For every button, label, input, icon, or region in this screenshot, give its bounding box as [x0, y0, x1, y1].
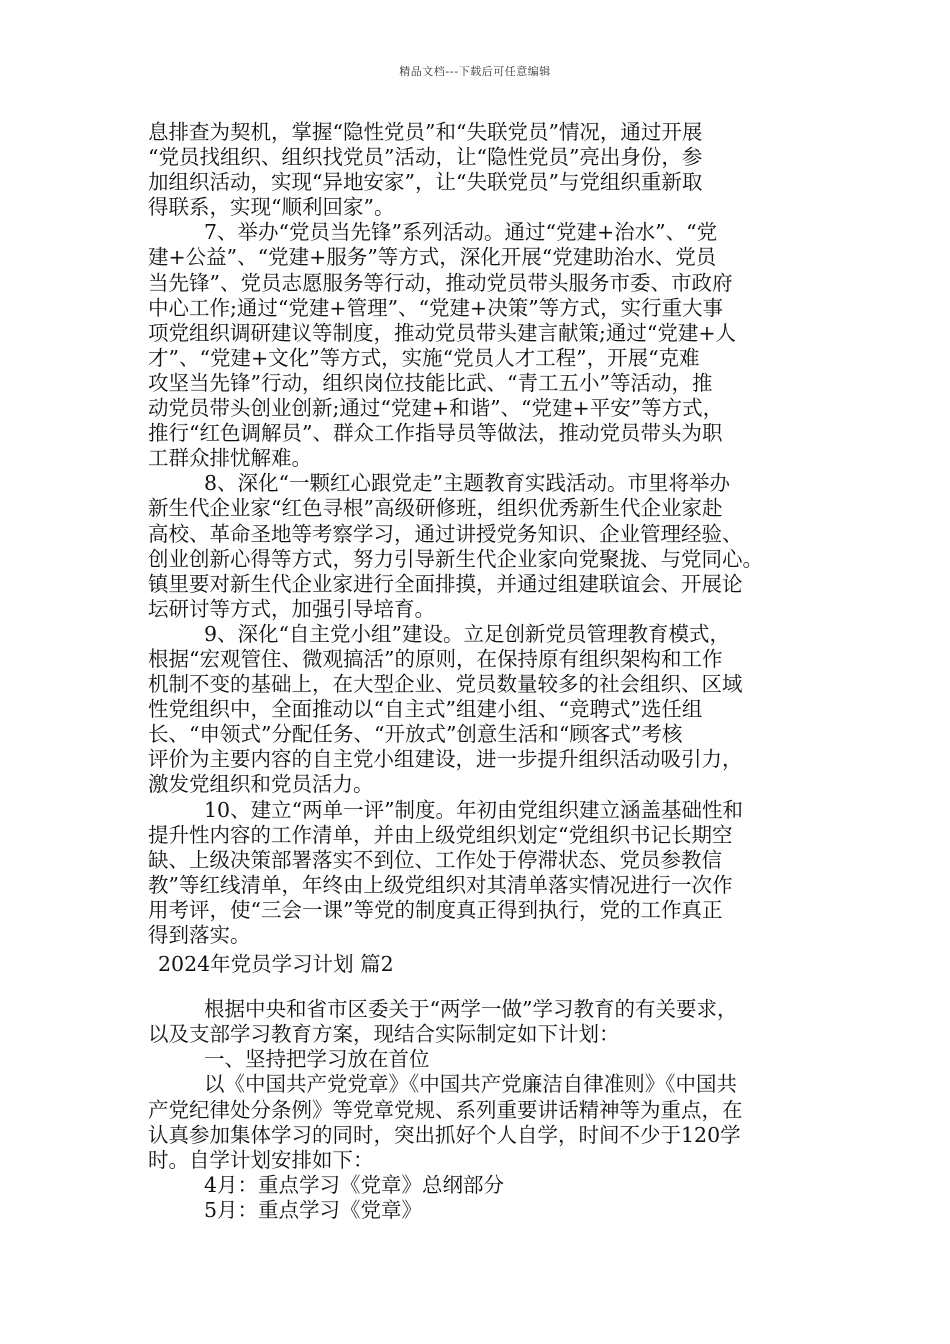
- text-line: 机制不变的基础上，在大型企业、党员数量较多的社会组织、区域: [148, 672, 743, 697]
- text-line: 认真参加集体学习的同时，突出抓好个人自学，时间不少于120学: [148, 1122, 741, 1147]
- text-line: 中心工作;通过“党建+管理”、“党建+决策”等方式，实行重大事: [148, 295, 724, 320]
- text-line: 高校、革命圣地等考察学习，通过讲授党务知识、企业管理经验、: [148, 521, 743, 546]
- text-line: 10、建立“两单一评”制度。年初由党组织建立涵盖基础性和: [204, 797, 744, 822]
- text-line: 8、深化“一颗红心跟党走”主题教育实践活动。市里将举办: [204, 471, 731, 496]
- text-line: “党员找组织、组织找党员”活动，让“隐性党员”亮出身份，参: [148, 145, 703, 170]
- text-line: 提升性内容的工作清单，并由上级党组织划定“党组织书记长期空: [148, 822, 733, 847]
- text-line: 推行“红色调解员”、群众工作指导员等做法，推动党员带头为职: [148, 421, 723, 446]
- text-line: 攻坚当先锋”行动，组织岗位技能比武、“青工五小”等活动，推: [148, 370, 713, 395]
- text-line: 才”、“党建+文化”等方式，实施“党员人才工程”，开展“克难: [148, 345, 700, 370]
- text-line: 得到落实。: [148, 923, 251, 947]
- paragraph: [148, 471, 816, 622]
- text-line: 得联系，实现“顺利回家”。: [148, 195, 395, 220]
- text-line: 性党组织中，全面推动以“自主式”组建小组、“竞聘式”选任组: [148, 697, 703, 722]
- text-line: 根据中央和省市区委关于“两学一做”学习教育的有关要求，: [204, 997, 738, 1022]
- text-line: 9、深化“自主党小组”建设。立足创新党员管理教育模式，: [204, 621, 731, 646]
- paragraph: [148, 220, 816, 471]
- text-line: 动党员带头创业创新;通过“党建+和谐”、“党建+平安”等方式，: [148, 396, 724, 421]
- text-line: 新生代企业家“红色寻根”高级研修班，组织优秀新生代企业家赴: [148, 496, 723, 521]
- text-line: 以《中国共产党党章》《中国共产党廉洁自律准则》《中国共: [204, 1072, 737, 1097]
- text-line: 评价为主要内容的自主党小组建设，进一步提升组织活动吸引力，: [148, 747, 743, 772]
- paragraph: [148, 1047, 816, 1072]
- text-line: 创业创新心得等方式，努力引导新生代企业家向党聚拢、与党同心。: [148, 546, 763, 571]
- text-line: 工群众排忧解难。: [148, 446, 312, 471]
- text-line: 5月：重点学习《党章》: [204, 1197, 423, 1222]
- text-line: 根据“宏观管住、微观搞活”的原则，在保持原有组织架构和工作: [148, 646, 723, 671]
- text-line: 产党纪律处分条例》等党章党规、系列重要讲话精神等为重点，在: [148, 1097, 743, 1122]
- text-line: 项党组织调研建议等制度，推动党员带头建言献策;通过“党建+人: [148, 320, 737, 345]
- paragraph: [148, 798, 816, 949]
- paragraph: [148, 1173, 816, 1198]
- paragraph: [148, 120, 816, 220]
- text-line: 以及支部学习教育方案，现结合实际制定如下计划：: [148, 1022, 620, 1047]
- page-header: 精品文档---下载后可任意编辑: [399, 65, 551, 78]
- paragraph: [148, 1198, 816, 1223]
- text-line: 4月：重点学习《党章》总纲部分: [204, 1172, 505, 1197]
- text-line: 镇里要对新生代企业家进行全面排摸，并通过组建联谊会、开展论: [148, 571, 743, 596]
- section-1-body: [148, 120, 816, 948]
- text-line: 一、坚持把学习放在首位: [204, 1047, 430, 1072]
- section-title: 2024年党员学习计划 篇2: [158, 952, 394, 977]
- document-body: [148, 120, 816, 1223]
- text-line: 激发党组织和党员活力。: [148, 772, 374, 797]
- text-line: 当先锋”、党员志愿服务等行动，推动党员带头服务市委、市政府: [148, 270, 733, 295]
- text-line: 加组织活动，实现“异地安家”，让“失联党员”与党组织重新取: [148, 170, 703, 195]
- text-line: 建+公益”、“党建+服务”等方式，深化开展“党建助治水、党员: [148, 245, 717, 270]
- text-line: 坛研讨等方式，加强引导培育。: [148, 596, 435, 621]
- text-line: 7、举办“党员当先锋”系列活动。通过“党建+治水”、“党: [204, 220, 718, 245]
- text-line: 用考评，使“三会一课”等党的制度真正得到执行，党的工作真正: [148, 897, 723, 922]
- text-line: 时。自学计划安排如下：: [148, 1147, 374, 1172]
- paragraph: [148, 622, 816, 798]
- text-line: 教”等红线清单，年终由上级党组织对其清单落实情况进行一次作: [148, 872, 733, 897]
- text-line: 长、“申领式”分配任务、“开放式”创意生活和“顾客式”考核: [148, 722, 683, 747]
- paragraph: [148, 1072, 816, 1172]
- paragraph: [148, 997, 816, 1047]
- text-line: 息排查为契机，掌握“隐性党员”和“失联党员”情况，通过开展: [148, 120, 703, 144]
- section-2-body: [148, 997, 816, 1223]
- text-line: 缺、上级决策部署落实不到位、工作处于停滞状态、党员参教信: [148, 847, 722, 872]
